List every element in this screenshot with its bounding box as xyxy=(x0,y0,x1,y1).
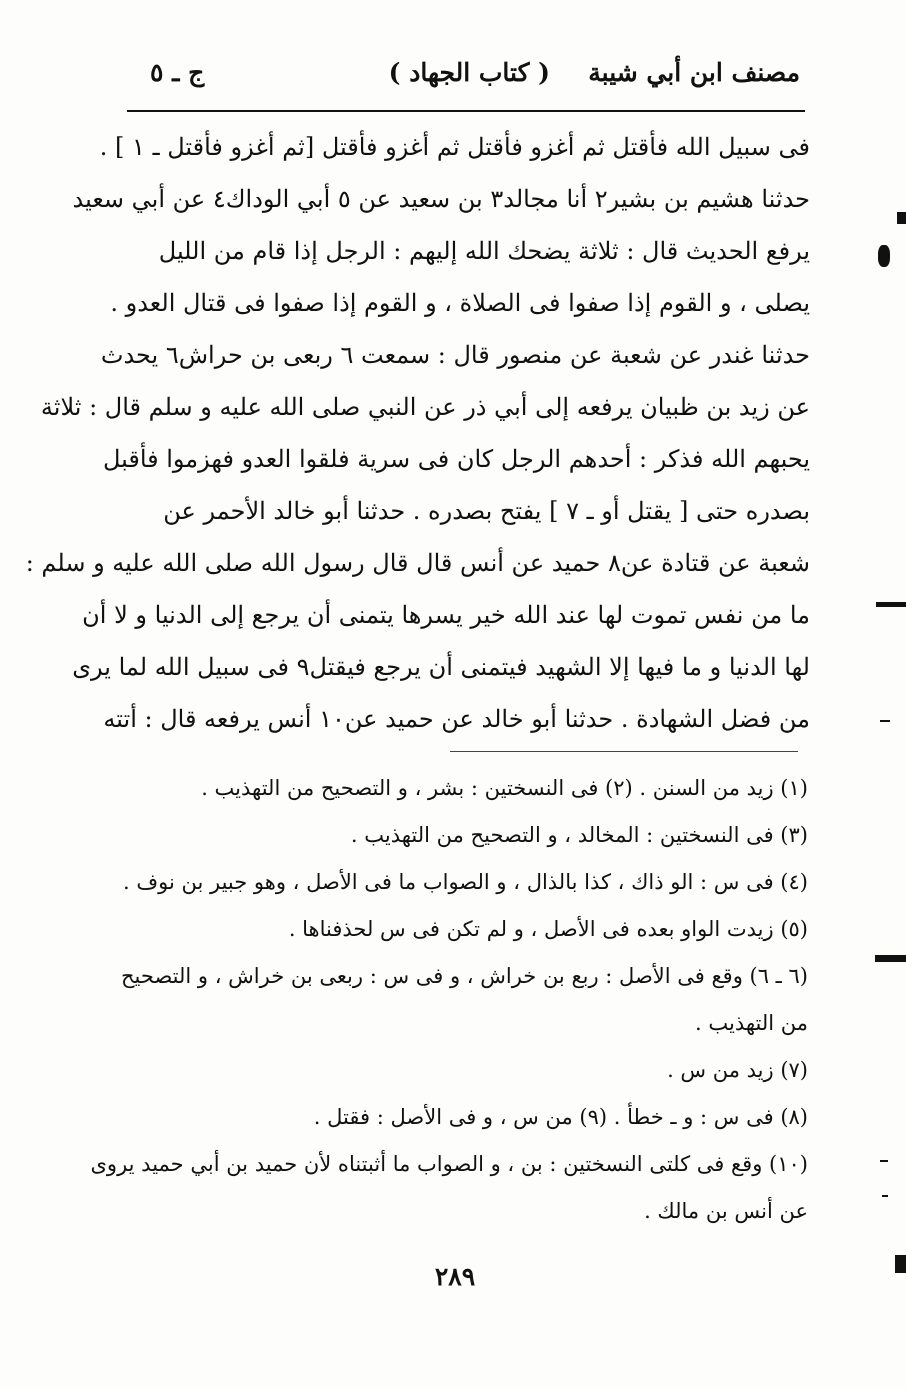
scan-mark xyxy=(875,955,906,962)
footnote-line: (٣) فى النسختين : المخالد ، و التصحيح من التهذيب . xyxy=(350,823,808,847)
scan-mark xyxy=(897,212,906,224)
text-line: لها الدنيا و ما فيها إلا الشهيد فيتمنى أن يرجع فيقتل٩ فى سبيل الله لما يرى xyxy=(72,653,810,681)
scan-mark xyxy=(882,1195,888,1197)
scan-mark xyxy=(880,1160,888,1162)
scan-mark xyxy=(880,720,890,722)
text-line: يصلى ، و القوم إذا صفوا فى الصلاة ، و القوم إذا صفوا فى قتال العدو . xyxy=(110,289,810,317)
header-volume: ج ـ ٥ xyxy=(150,58,205,87)
header-book-title: مصنف ابن أبي شيبة xyxy=(588,58,800,87)
scan-mark xyxy=(878,245,890,267)
footnotes xyxy=(90,768,808,1238)
text-line: حدثنا هشيم بن بشير٢ أنا مجالد٣ بن سعيد عن ٥ أبي الوداك٤ عن أبي سعيد xyxy=(72,185,810,213)
footnote-line: (٧) زيد من س . xyxy=(667,1058,808,1082)
text-line: بصدره حتى [ يقتل أو ـ ٧ ] يفتح بصدره . حدثنا أبو خالد الأحمر عن xyxy=(163,497,810,525)
footnote-line: (١٠) وقع فى كلتى النسختين : بن ، و الصواب ما أثبتناه لأن حميد بن أبي حميد يروى xyxy=(90,1152,808,1176)
main-text xyxy=(25,124,810,748)
text-line: يرفع الحديث قال : ثلاثة يضحك الله إليهم : الرجل إذا قام من الليل xyxy=(158,237,810,265)
footnote-line: (٤) فى س : الو ذاك ، كذا بالذال ، و الصواب ما فى الأصل ، وهو جبير بن نوف . xyxy=(122,870,808,894)
footnote-line: عن أنس بن مالك . xyxy=(644,1199,808,1223)
footnote-line: من التهذيب . xyxy=(695,1011,808,1035)
text-line: شعبة عن قتادة عن٨ حميد عن أنس قال قال رسول الله صلى الله عليه و سلم : xyxy=(25,549,810,577)
scan-mark xyxy=(895,1255,906,1273)
text-line: من فضل الشهادة . حدثنا أبو خالد عن حميد عن١٠ أنس يرفعه قال : أتته xyxy=(103,705,810,733)
text-line: حدثنا غندر عن شعبة عن منصور قال : سمعت ٦ ربعى بن حراش٦ يحدث xyxy=(100,341,810,369)
footnote-line: (٨) فى س : و ـ خطأ . (٩) من س ، و فى الأصل : فقتل . xyxy=(313,1105,808,1129)
footnote-rule xyxy=(450,751,798,752)
text-line: يحبهم الله فذكر : أحدهم الرجل كان فى سرية فلقوا العدو فهزموا فأقبل xyxy=(102,445,810,473)
footnote-line: (٦ ـ ٦) وقع فى الأصل : ربع بن خراش ، و فى س : ربعى بن خراش ، و التصحيح xyxy=(121,964,808,988)
running-header xyxy=(130,58,800,98)
text-line: عن زيد بن ظبيان يرفعه إلى أبي ذر عن النبي صلى الله عليه و سلم قال : ثلاثة xyxy=(40,393,810,421)
text-line: فى سبيل الله فأقتل ثم أغزو فأقتل ثم أغزو فأقتل [ثم أغزو فأقتل ـ ١ ] . xyxy=(99,133,810,161)
page-number: ٢٨٩ xyxy=(434,1262,476,1291)
header-chapter-title: ( كتاب الجهاد ) xyxy=(388,58,550,87)
footnote-line: (١) زيد من السنن . (٢) فى النسختين : بشر ، و التصحيح من التهذيب . xyxy=(201,776,808,800)
scan-mark xyxy=(876,602,906,607)
text-line: ما من نفس تموت لها عند الله خير يسرها يتمنى أن يرجع إلى الدنيا و لا أن xyxy=(82,601,810,629)
footnote-line: (٥) زيدت الواو بعده فى الأصل ، و لم تكن فى س لحذفناها . xyxy=(288,917,808,941)
header-rule xyxy=(127,110,805,112)
